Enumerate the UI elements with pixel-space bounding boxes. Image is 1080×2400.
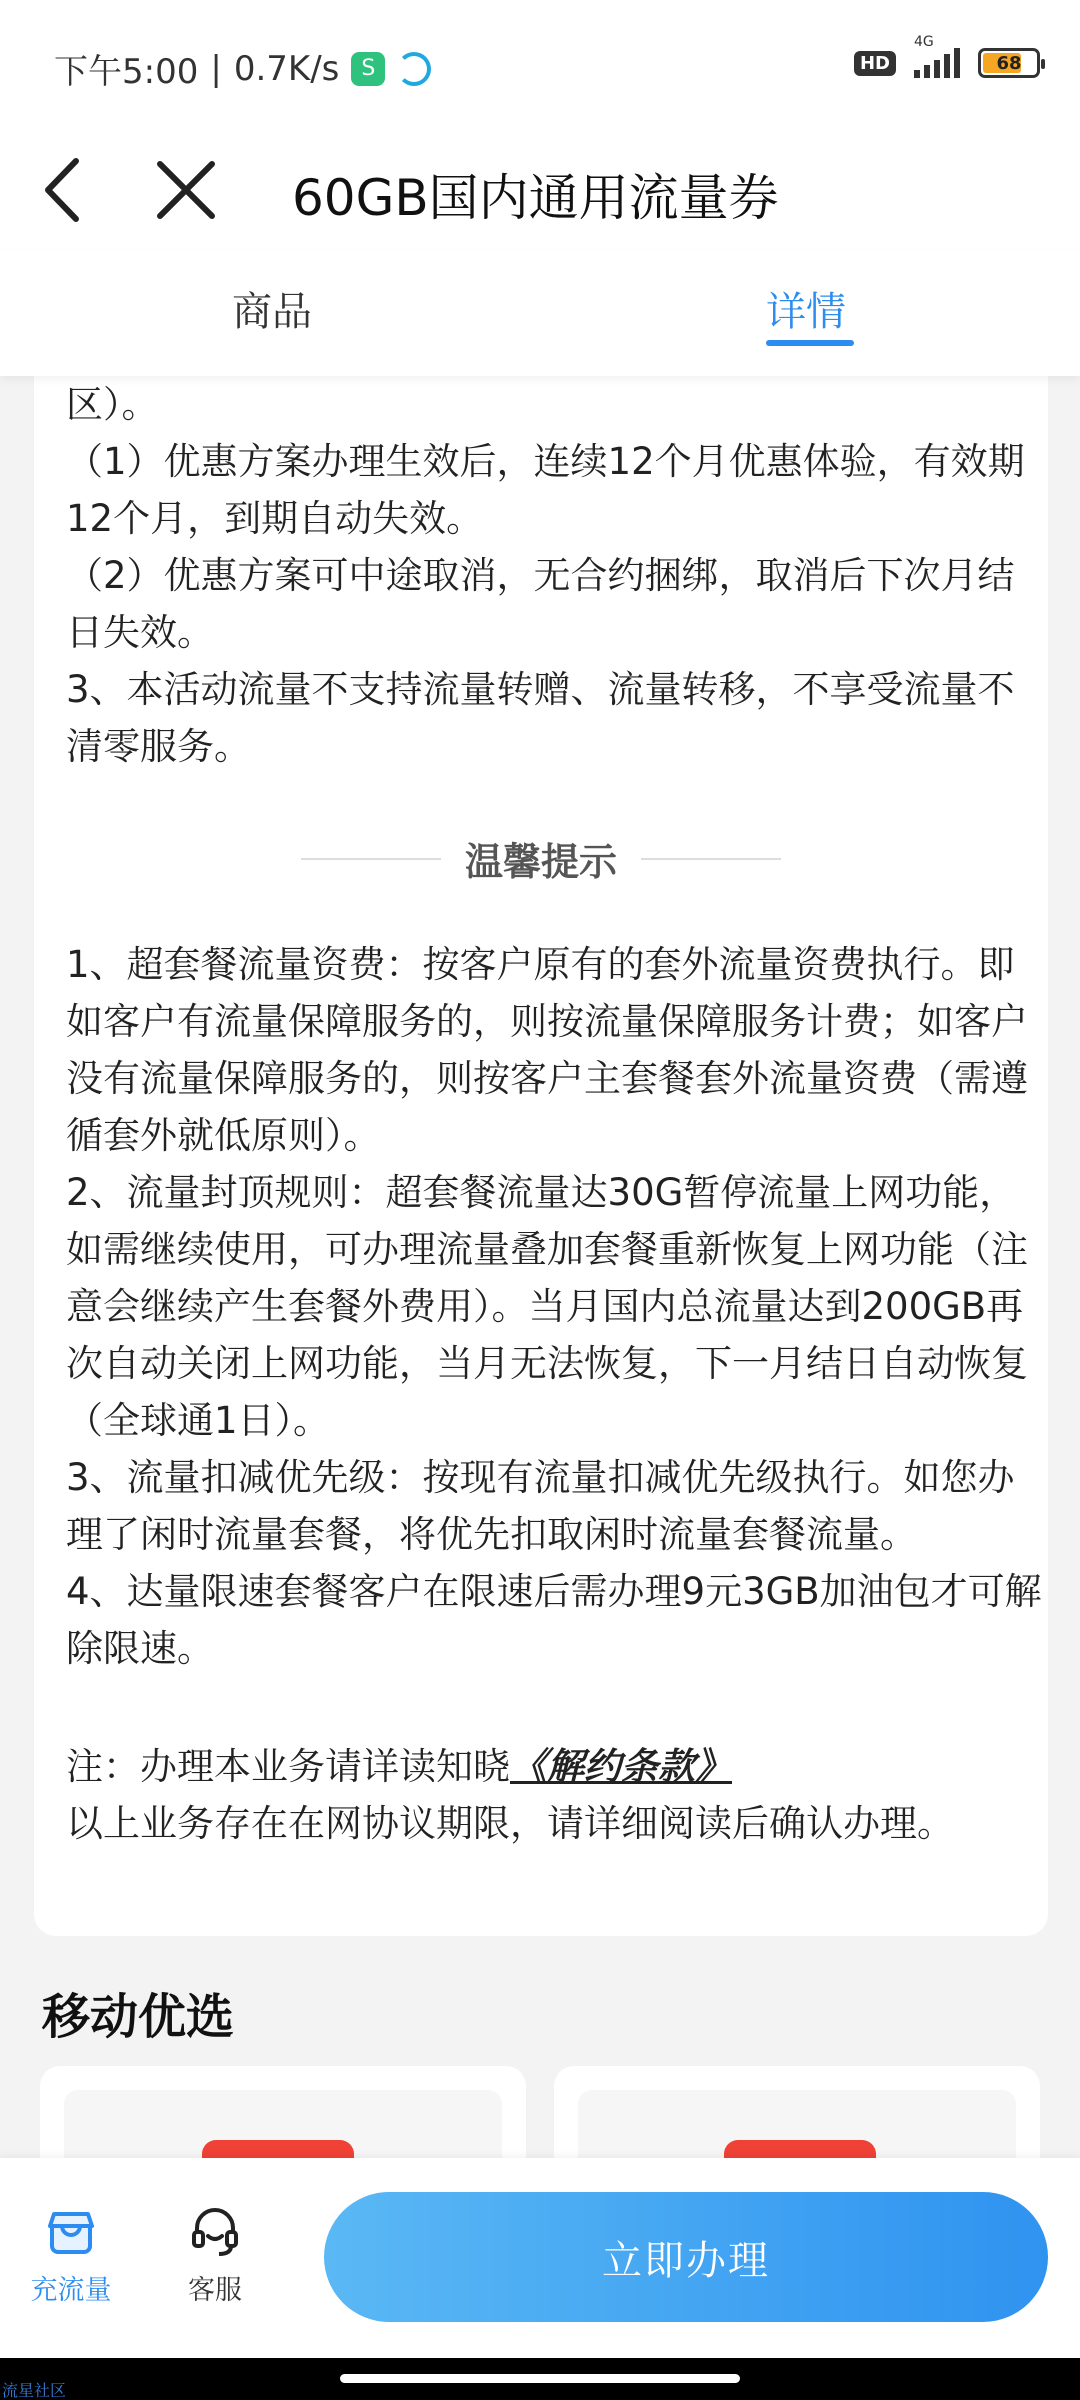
detail-content-card xyxy=(34,376,1048,1936)
network-type: 4G xyxy=(914,34,934,50)
app-notification-icon: S xyxy=(351,52,385,86)
status-bar xyxy=(0,0,1080,130)
back-button[interactable] xyxy=(12,140,112,240)
status-right xyxy=(854,34,1040,78)
terms-line: （2）优惠方案可中途取消，无合约捆绑，取消后下次月结日失效。 xyxy=(66,554,1015,654)
terms-line: 3、本活动流量不支持流量转赠、流量转移，不享受流量不清零服务。 xyxy=(66,668,1015,768)
service-label: 客服 xyxy=(188,2275,242,2306)
tips-item: 2、流量封顶规则：超套餐流量达30G暂停流量上网功能，如需继续使用，可办理流量叠加套餐重新恢复上网功能（注意会继续产生套餐外费用）。当月国内总流量达到200GB再次自动关闭上网功能，当月无法恢复，下一月结日自动恢复（全球通1日）。 xyxy=(66,1171,1028,1442)
tips-block xyxy=(66,936,1046,1677)
china-mobile-icon xyxy=(397,52,431,86)
recharge-icon xyxy=(44,2204,98,2258)
recharge-label: 充流量 xyxy=(30,2275,112,2306)
recommend-title: 移动优选 xyxy=(42,1989,235,2045)
note-line xyxy=(66,1738,1046,1795)
header xyxy=(0,130,1080,250)
battery-level: 68 xyxy=(996,52,1022,74)
note-line-2: 以上业务存在在网协议期限，请详细阅读后确认办理。 xyxy=(66,1802,954,1845)
back-arrow-icon xyxy=(40,157,84,223)
battery-icon xyxy=(978,48,1040,78)
recharge-data-button[interactable] xyxy=(16,2204,126,2307)
status-left xyxy=(54,44,431,93)
divider xyxy=(301,858,441,860)
tips-title: 温馨提示 xyxy=(464,840,617,884)
tab-goods[interactable]: 商品 xyxy=(232,289,312,335)
tab-active-indicator xyxy=(766,340,854,346)
hd-icon: HD xyxy=(854,51,896,76)
system-gesture-area xyxy=(0,2358,1080,2400)
terms-block-1 xyxy=(66,376,1046,775)
bottom-action-bar xyxy=(0,2158,1080,2358)
status-speed: 0.7K/s xyxy=(233,48,340,89)
tips-item: 3、流量扣减优先级：按现有流量扣减优先级执行。如您办理了闲时流量套餐，将优先扣取闲时流量套餐流量。 xyxy=(66,1456,1015,1556)
divider xyxy=(641,858,781,860)
close-icon xyxy=(156,160,216,220)
tips-item: 1、超套餐流量资费：按客户原有的套外流量资费执行。即如客户有流量保障服务的，则按流量保障服务计费；如客户没有流量保障服务的，则按客户主套餐套外流量资费（需遵循套外就低原则）。 xyxy=(66,943,1028,1157)
terms-line: （1）优惠方案办理生效后，连续12个月优惠体验，有效期12个月，到期自动失效。 xyxy=(66,440,1025,540)
terms-link[interactable]: 《解约条款》 xyxy=(510,1745,732,1788)
headset-icon xyxy=(188,2204,242,2258)
page-title: 60GB国内通用流量券 xyxy=(292,169,779,227)
home-gesture-handle[interactable] xyxy=(340,2374,740,2383)
tab-detail[interactable]: 详情 xyxy=(766,289,846,335)
watermark: 流星社区 xyxy=(2,2381,67,2400)
status-separator: | xyxy=(210,48,222,89)
signal-icon xyxy=(914,34,960,78)
note-block xyxy=(66,1738,1046,1852)
terms-line: 区）。 xyxy=(66,383,159,426)
tab-bar xyxy=(0,250,1080,376)
apply-now-button[interactable]: 立即办理 xyxy=(324,2192,1048,2322)
close-button[interactable] xyxy=(136,140,236,240)
customer-service-button[interactable] xyxy=(160,2204,270,2307)
tips-item: 4、达量限速套餐客户在限速后需办理9元3GB加油包才可解除限速。 xyxy=(66,1570,1042,1670)
note-prefix: 注：办理本业务请详读知晓 xyxy=(66,1745,510,1788)
status-time: 下午5:00 xyxy=(54,52,199,92)
tips-heading xyxy=(34,831,1048,886)
